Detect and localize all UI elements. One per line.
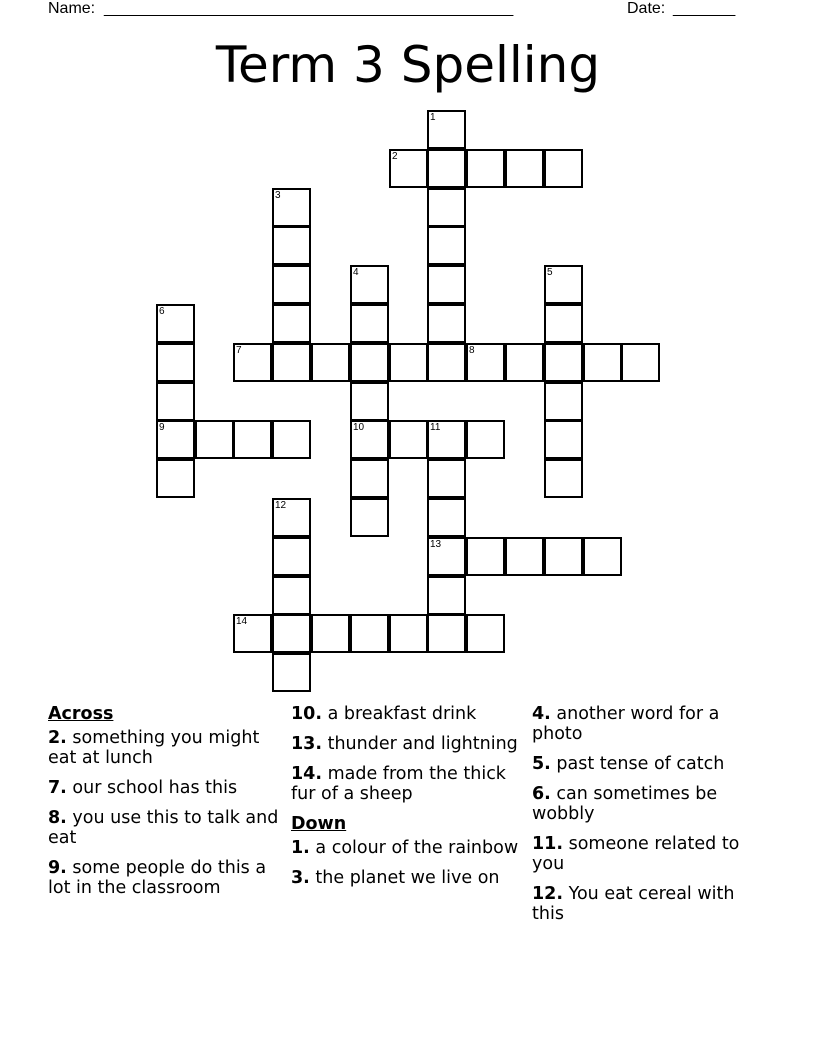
crossword-cell[interactable] — [505, 537, 544, 576]
clue-number: 6. — [532, 784, 551, 804]
crossword-cell[interactable] — [389, 149, 428, 188]
crossword-cell[interactable] — [389, 343, 428, 382]
clue-number: 4. — [532, 704, 551, 724]
clue-number-label: 4 — [353, 267, 359, 278]
crossword-cell[interactable] — [427, 226, 466, 265]
clue-text: something you might eat at lunch — [48, 728, 260, 768]
clue-number: 10. — [291, 704, 323, 724]
clue-text: some people do this a lot in the classroom — [48, 858, 267, 898]
clue-number: 1. — [291, 838, 310, 858]
crossword-cell[interactable] — [544, 459, 583, 498]
crossword-cell[interactable] — [544, 537, 583, 576]
crossword-cell[interactable] — [466, 614, 505, 653]
crossword-cell[interactable] — [544, 149, 583, 188]
crossword-cell[interactable] — [427, 188, 466, 227]
clue-number: 12. — [532, 884, 564, 904]
clue-number: 14. — [291, 764, 323, 784]
clues-column-3 — [532, 700, 767, 934]
clue-down-11 — [532, 834, 767, 874]
clue-text: you use this to talk and eat — [48, 808, 279, 848]
clue-across-8 — [48, 808, 283, 848]
crossword-cell[interactable] — [389, 614, 428, 653]
clue-text: our school has this — [72, 778, 238, 798]
crossword-cell[interactable] — [466, 420, 505, 459]
crossword-cell[interactable] — [272, 653, 311, 692]
clue-text: past tense of catch — [556, 754, 725, 774]
crossword-cell[interactable] — [311, 614, 350, 653]
crossword-cell[interactable] — [544, 343, 583, 382]
crossword-cell[interactable] — [272, 614, 311, 653]
crossword-cell[interactable] — [156, 343, 195, 382]
crossword-cell[interactable] — [350, 343, 389, 382]
clue-number-label: 12 — [275, 500, 287, 511]
clue-text: You eat cereal with this — [532, 884, 735, 924]
crossword-cell[interactable] — [156, 420, 195, 459]
clue-down-1 — [291, 838, 526, 858]
clue-text: a breakfast drink — [327, 704, 477, 724]
crossword-cell[interactable] — [427, 420, 466, 459]
clue-number: 3. — [291, 868, 310, 888]
crossword-cell[interactable] — [389, 420, 428, 459]
clue-number: 7. — [48, 778, 67, 798]
clue-number: 13. — [291, 734, 323, 754]
clue-number: 9. — [48, 858, 67, 878]
clue-number-label: 5 — [547, 267, 553, 278]
crossword-cell[interactable] — [427, 537, 466, 576]
clue-number-label: 13 — [430, 539, 442, 550]
clue-number-label: 1 — [430, 112, 436, 123]
crossword-cell[interactable] — [505, 343, 544, 382]
crossword-cell[interactable] — [272, 226, 311, 265]
crossword-cell[interactable] — [544, 265, 583, 304]
clue-text: can sometimes be wobbly — [532, 784, 718, 824]
crossword-cell[interactable] — [272, 576, 311, 615]
crossword-cell[interactable] — [427, 149, 466, 188]
crossword-cell[interactable] — [544, 304, 583, 343]
crossword-cell[interactable] — [544, 420, 583, 459]
date-field[interactable]: _______ — [673, 0, 736, 17]
clue-text: someone related to you — [532, 834, 740, 874]
clue-across-10 — [291, 704, 526, 724]
crossword-cell[interactable] — [350, 498, 389, 537]
crossword-cell[interactable] — [427, 614, 466, 653]
crossword-cell[interactable] — [350, 382, 389, 421]
crossword-cell[interactable] — [544, 382, 583, 421]
crossword-cell[interactable] — [427, 576, 466, 615]
crossword-cell[interactable] — [505, 149, 544, 188]
clue-across-9 — [48, 858, 283, 898]
crossword-cell[interactable] — [427, 343, 466, 382]
crossword-cell[interactable] — [233, 420, 272, 459]
clue-down-12 — [532, 884, 767, 924]
clue-text: made from the thick fur of a sheep — [291, 764, 506, 804]
clue-across-14 — [291, 764, 526, 804]
page-title: Term 3 Spelling — [215, 36, 601, 94]
crossword-cell[interactable] — [156, 459, 195, 498]
across-heading: Across — [48, 704, 114, 724]
clue-number-label: 10 — [353, 422, 365, 433]
crossword-cell[interactable] — [272, 265, 311, 304]
crossword-cell[interactable] — [311, 343, 350, 382]
crossword-cell[interactable] — [272, 537, 311, 576]
crossword-cell[interactable] — [350, 420, 389, 459]
crossword-cell[interactable] — [272, 498, 311, 537]
clues-column-2 — [291, 700, 526, 898]
clue-text: a colour of the rainbow — [315, 838, 519, 858]
crossword-cell[interactable] — [350, 304, 389, 343]
clue-across-7 — [48, 778, 283, 798]
crossword-cell[interactable] — [272, 343, 311, 382]
crossword-cell[interactable] — [350, 459, 389, 498]
clue-number-label: 3 — [275, 190, 281, 201]
crossword-cell[interactable] — [427, 110, 466, 149]
clue-number-label: 6 — [159, 306, 165, 317]
crossword-cell[interactable] — [466, 149, 505, 188]
crossword-cell[interactable] — [583, 343, 622, 382]
crossword-cell[interactable] — [156, 382, 195, 421]
crossword-cell[interactable] — [583, 537, 622, 576]
crossword-cell[interactable] — [156, 304, 195, 343]
clue-number: 2. — [48, 728, 67, 748]
clue-text: thunder and lightning — [327, 734, 518, 754]
crossword-cell[interactable] — [427, 304, 466, 343]
clue-number-label: 9 — [159, 422, 165, 433]
clue-number-label: 14 — [236, 616, 248, 627]
name-label: Name: — [48, 0, 96, 17]
clue-down-4 — [532, 704, 767, 744]
clues-column-1 — [48, 700, 283, 908]
date-label: Date: — [627, 0, 666, 17]
clue-down-5 — [532, 754, 767, 774]
crossword-cell[interactable] — [272, 420, 311, 459]
clue-across-2 — [48, 728, 283, 768]
clue-number-label: 2 — [392, 151, 398, 162]
clue-number: 5. — [532, 754, 551, 774]
crossword-cell[interactable] — [272, 304, 311, 343]
clue-across-13 — [291, 734, 526, 754]
clue-number: 8. — [48, 808, 67, 828]
crossword-cell[interactable] — [427, 265, 466, 304]
crossword-cell[interactable] — [350, 614, 389, 653]
crossword-cell[interactable] — [427, 498, 466, 537]
down-heading: Down — [291, 814, 347, 834]
crossword-cell[interactable] — [272, 188, 311, 227]
crossword-cell[interactable] — [427, 459, 466, 498]
crossword-cell[interactable] — [233, 343, 272, 382]
crossword-cell[interactable] — [195, 420, 234, 459]
clue-number-label: 11 — [430, 422, 441, 433]
name-field[interactable]: ______________________________________________ — [104, 0, 514, 17]
crossword-cell[interactable] — [233, 614, 272, 653]
crossword-cell[interactable] — [621, 343, 660, 382]
clue-text: another word for a photo — [532, 704, 720, 744]
crossword-cell[interactable] — [466, 537, 505, 576]
clue-number-label: 7 — [236, 345, 242, 356]
crossword-cell[interactable] — [350, 265, 389, 304]
clue-number: 11. — [532, 834, 564, 854]
crossword-cell[interactable] — [466, 343, 505, 382]
clue-number-label: 8 — [469, 345, 475, 356]
clue-down-6 — [532, 784, 767, 824]
clue-text: the planet we live on — [315, 868, 500, 888]
clue-down-3 — [291, 868, 526, 888]
